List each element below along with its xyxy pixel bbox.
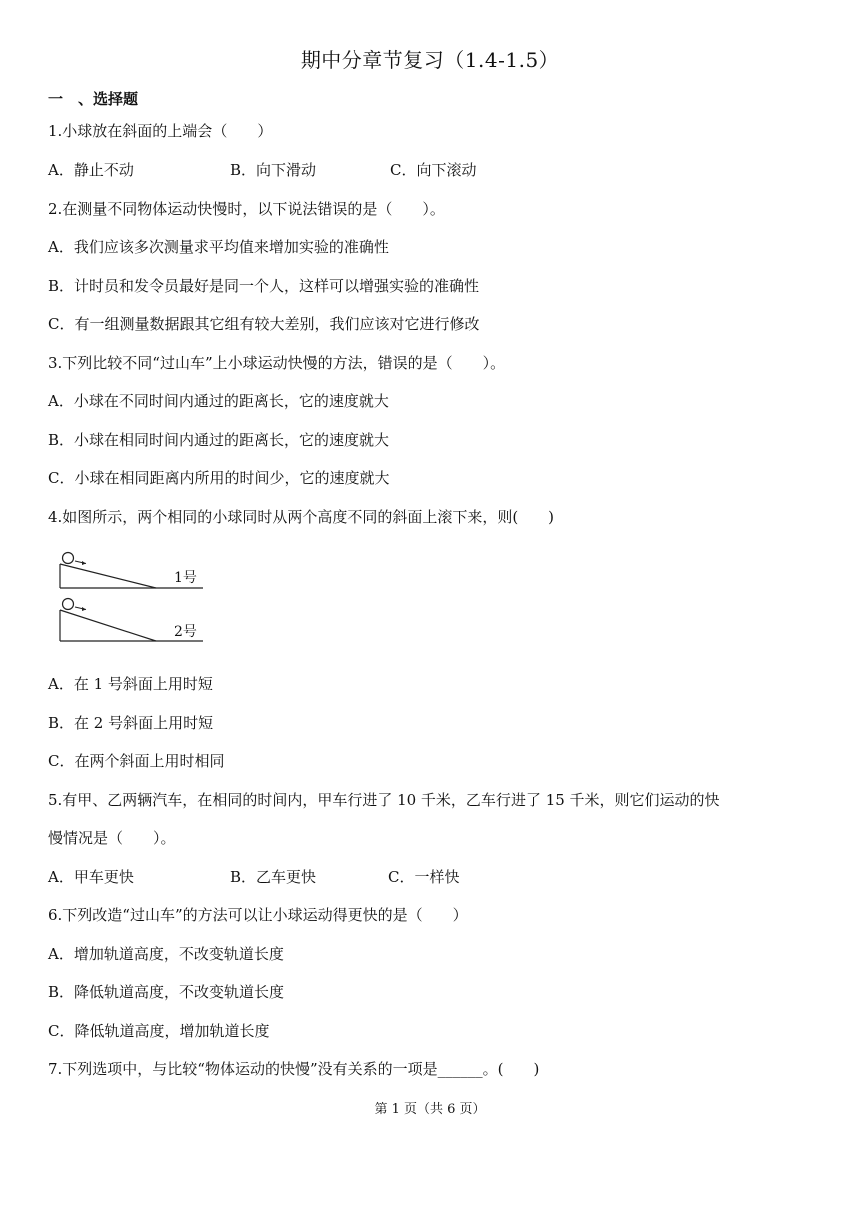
question-6-option-c: C．降低轨道高度，增加轨道长度 [48, 1022, 270, 1040]
question-7-stem: 7.下列选项中，与比较“物体运动的快慢”没有关系的一项是______。( ) [48, 1060, 540, 1078]
question-6-option-a: A．增加轨道高度，不改变轨道长度 [48, 945, 284, 963]
question-2-option-b: B．计时员和发令员最好是同一个人，这样可以增强实验的准确性 [48, 277, 480, 295]
page-footer: 第 1 页（共 6 页） [374, 1102, 486, 1117]
incline-figure [58, 548, 208, 648]
ramp-2-label: 2号 [174, 624, 197, 640]
question-6-stem: 6.下列改造“过山车”的方法可以让小球运动得更快的是（ ） [48, 906, 468, 924]
page-title: 期中分章节复习（1.4-1.5） [300, 48, 560, 72]
option-b: B．乙车更快 [230, 868, 317, 886]
question-2-option-a: A．我们应该多次测量求平均值来增加实验的准确性 [48, 238, 389, 256]
question-5-stem-line-2: 慢情况是（ ）。 [48, 829, 176, 847]
option-c: C．一样快 [388, 868, 460, 886]
question-4-option-a: A．在 1 号斜面上用时短 [48, 675, 213, 693]
question-3-option-a: A．小球在不同时间内通过的距离长，它的速度就大 [48, 392, 389, 410]
option-a: A．甲车更快 [48, 868, 134, 886]
section-heading: 一 、选择题 [48, 90, 139, 108]
question-3-option-c: C．小球在相同距离内所用的时间少，它的速度就大 [48, 469, 390, 487]
question-5-options [48, 866, 459, 887]
option-c: C．向下滚动 [390, 161, 477, 179]
question-3-option-b: B．小球在相同时间内通过的距离长，它的速度就大 [48, 431, 390, 449]
question-4-stem: 4.如图所示，两个相同的小球同时从两个高度不同的斜面上滚下来，则( ) [48, 508, 555, 526]
question-4-option-b: B．在 2 号斜面上用时短 [48, 714, 214, 732]
ball-2 [63, 599, 74, 610]
ramp-1-label: 1号 [174, 570, 197, 586]
question-2-option-c: C．有一组测量数据跟其它组有较大差别，我们应该对它进行修改 [48, 315, 480, 333]
question-1-options [48, 159, 476, 180]
question-5-stem-line-1: 5.有甲、乙两辆汽车，在相同的时间内，甲车行进了 10 千米，乙车行进了 15 千米，则它们运动的快 [48, 791, 720, 809]
question-2-stem: 2.在测量不同物体运动快慢时，以下说法错误的是（ ）。 [48, 200, 445, 218]
ball-1 [63, 553, 74, 564]
question-1-stem: 1.小球放在斜面的上端会（ ） [48, 122, 273, 140]
question-4-option-c: C．在两个斜面上用时相同 [48, 752, 225, 770]
question-6-option-b: B．降低轨道高度，不改变轨道长度 [48, 983, 285, 1001]
option-a: A．静止不动 [48, 161, 134, 179]
question-3-stem: 3.下列比较不同“过山车”上小球运动快慢的方法，错误的是（ ）。 [48, 354, 506, 372]
option-b: B．向下滑动 [230, 161, 317, 179]
